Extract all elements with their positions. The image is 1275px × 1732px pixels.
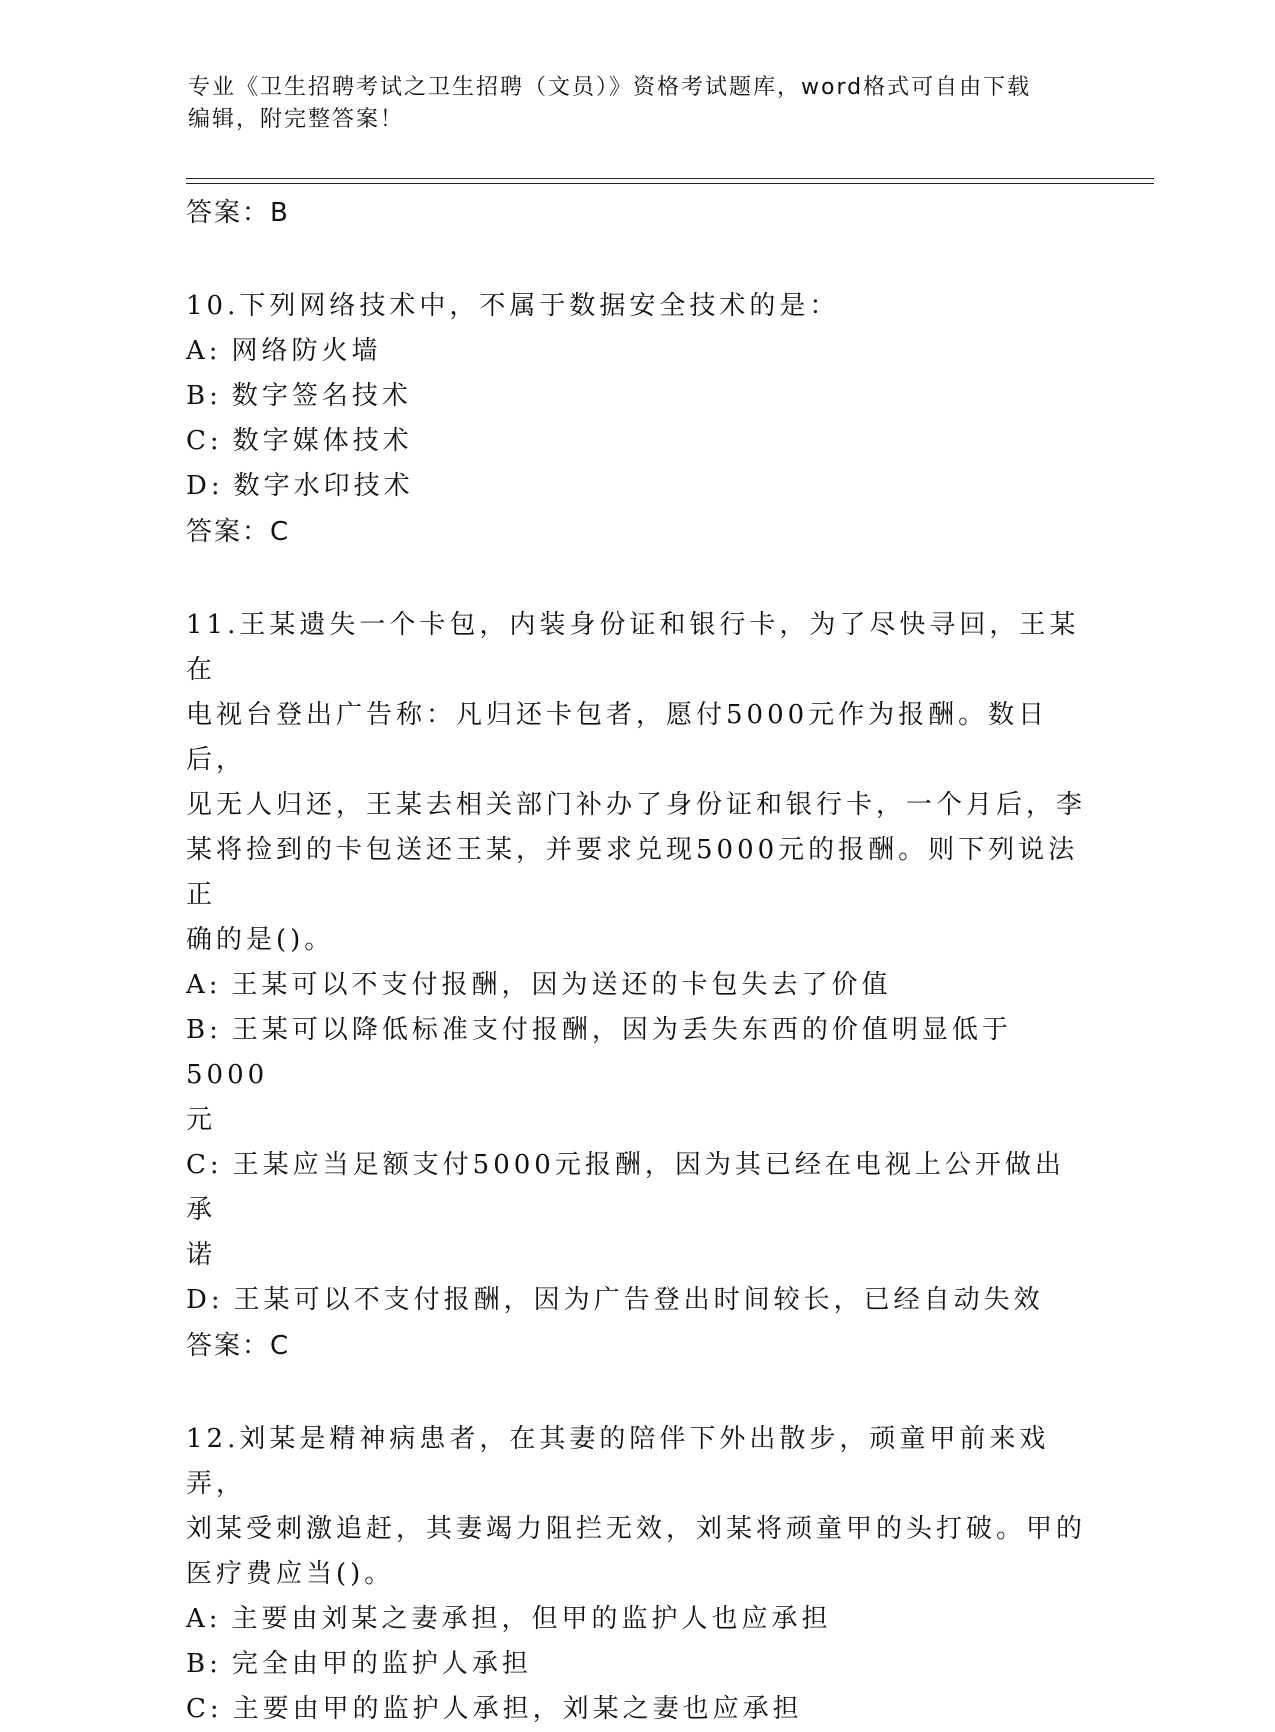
answer-label: 答案：C	[186, 1331, 291, 1361]
option-b	[186, 374, 1086, 419]
option-b	[186, 1642, 1086, 1687]
question-text-line: 见无人归还，王某去相关部门补办了身份证和银行卡，一个月后，李	[186, 790, 1087, 820]
option-text: 数字签名技术	[231, 381, 412, 411]
option-key: C:	[186, 426, 223, 456]
header-line-2: 编辑，附完整答案！	[188, 107, 405, 132]
option-c-continuation: 诺	[186, 1240, 217, 1270]
question-11	[186, 603, 1086, 1369]
option-key: A:	[186, 970, 222, 1000]
question-content	[186, 190, 1086, 1732]
option-key: A:	[186, 1604, 222, 1634]
option-c	[186, 1687, 1086, 1732]
header-rule-bottom	[186, 183, 1154, 184]
question-text-line: 10.下列网络技术中，不属于数据安全技术的是：	[186, 291, 840, 321]
option-text: 数字水印技术	[233, 471, 414, 501]
answer-label: 答案：C	[186, 517, 291, 547]
option-key: B:	[186, 381, 222, 411]
question-text-line: 确的是()。	[186, 925, 335, 955]
question-text-line: 11.王某遗失一个卡包，内装身份证和银行卡，为了尽快寻回，王某在	[186, 610, 1080, 685]
answer-label: 答案：B	[186, 198, 290, 228]
option-text: 完全由甲的监护人承担	[231, 1649, 532, 1679]
question-text-line: 医疗费应当()。	[186, 1559, 395, 1589]
option-key: D:	[186, 1285, 224, 1315]
option-a	[186, 329, 1086, 374]
option-text: 主要由刘某之妻承担，但甲的监护人也应承担	[231, 1604, 832, 1634]
option-text: 主要由甲的监护人承担，刘某之妻也应承担	[232, 1694, 803, 1724]
option-key: A:	[186, 336, 222, 366]
option-key: B:	[186, 1649, 222, 1679]
option-text: 王某可以不支付报酬，因为送还的卡包失去了价值	[231, 970, 892, 1000]
option-text: 数字媒体技术	[232, 426, 413, 456]
option-key: C:	[186, 1694, 223, 1724]
question-text-line: 某将捡到的卡包送还王某，并要求兑现5000元的报酬。则下列说法正	[186, 835, 1079, 910]
option-text: 王某应当足额支付5000元报酬，因为其已经在电视上公开做出承	[186, 1150, 1065, 1225]
question-12	[186, 1417, 1086, 1732]
page-header	[188, 72, 1088, 136]
option-key: C:	[186, 1150, 223, 1180]
question-text-line: 12.刘某是精神病患者，在其妻的陪伴下外出散步，顽童甲前来戏弄，	[186, 1424, 1050, 1499]
header-rule-top	[186, 178, 1154, 179]
option-c	[186, 1143, 1086, 1233]
question-10	[186, 284, 1086, 555]
option-c	[186, 419, 1086, 464]
option-text: 网络防火墙	[231, 336, 382, 366]
option-a	[186, 963, 1086, 1008]
option-b-continuation: 元	[186, 1105, 217, 1135]
header-line-1: 专业《卫生招聘考试之卫生招聘（文员）》资格考试题库，word格式可自由下载	[188, 75, 1032, 100]
option-key: B:	[186, 1015, 222, 1045]
option-a	[186, 1597, 1086, 1642]
question-text-line: 刘某受刺激追赶，其妻竭力阻拦无效，刘某将顽童甲的头打破。甲的	[186, 1514, 1087, 1544]
option-b	[186, 1008, 1086, 1098]
option-key: D:	[186, 471, 224, 501]
option-d	[186, 464, 1086, 509]
question-text-line: 电视台登出广告称：凡归还卡包者，愿付5000元作为报酬。数日后，	[186, 700, 1049, 775]
option-text: 王某可以降低标准支付报酬，因为丢失东西的价值明显低于5000	[186, 1015, 1012, 1090]
option-text: 王某可以不支付报酬，因为广告登出时间较长，已经自动失效	[233, 1285, 1044, 1315]
option-d	[186, 1278, 1086, 1323]
